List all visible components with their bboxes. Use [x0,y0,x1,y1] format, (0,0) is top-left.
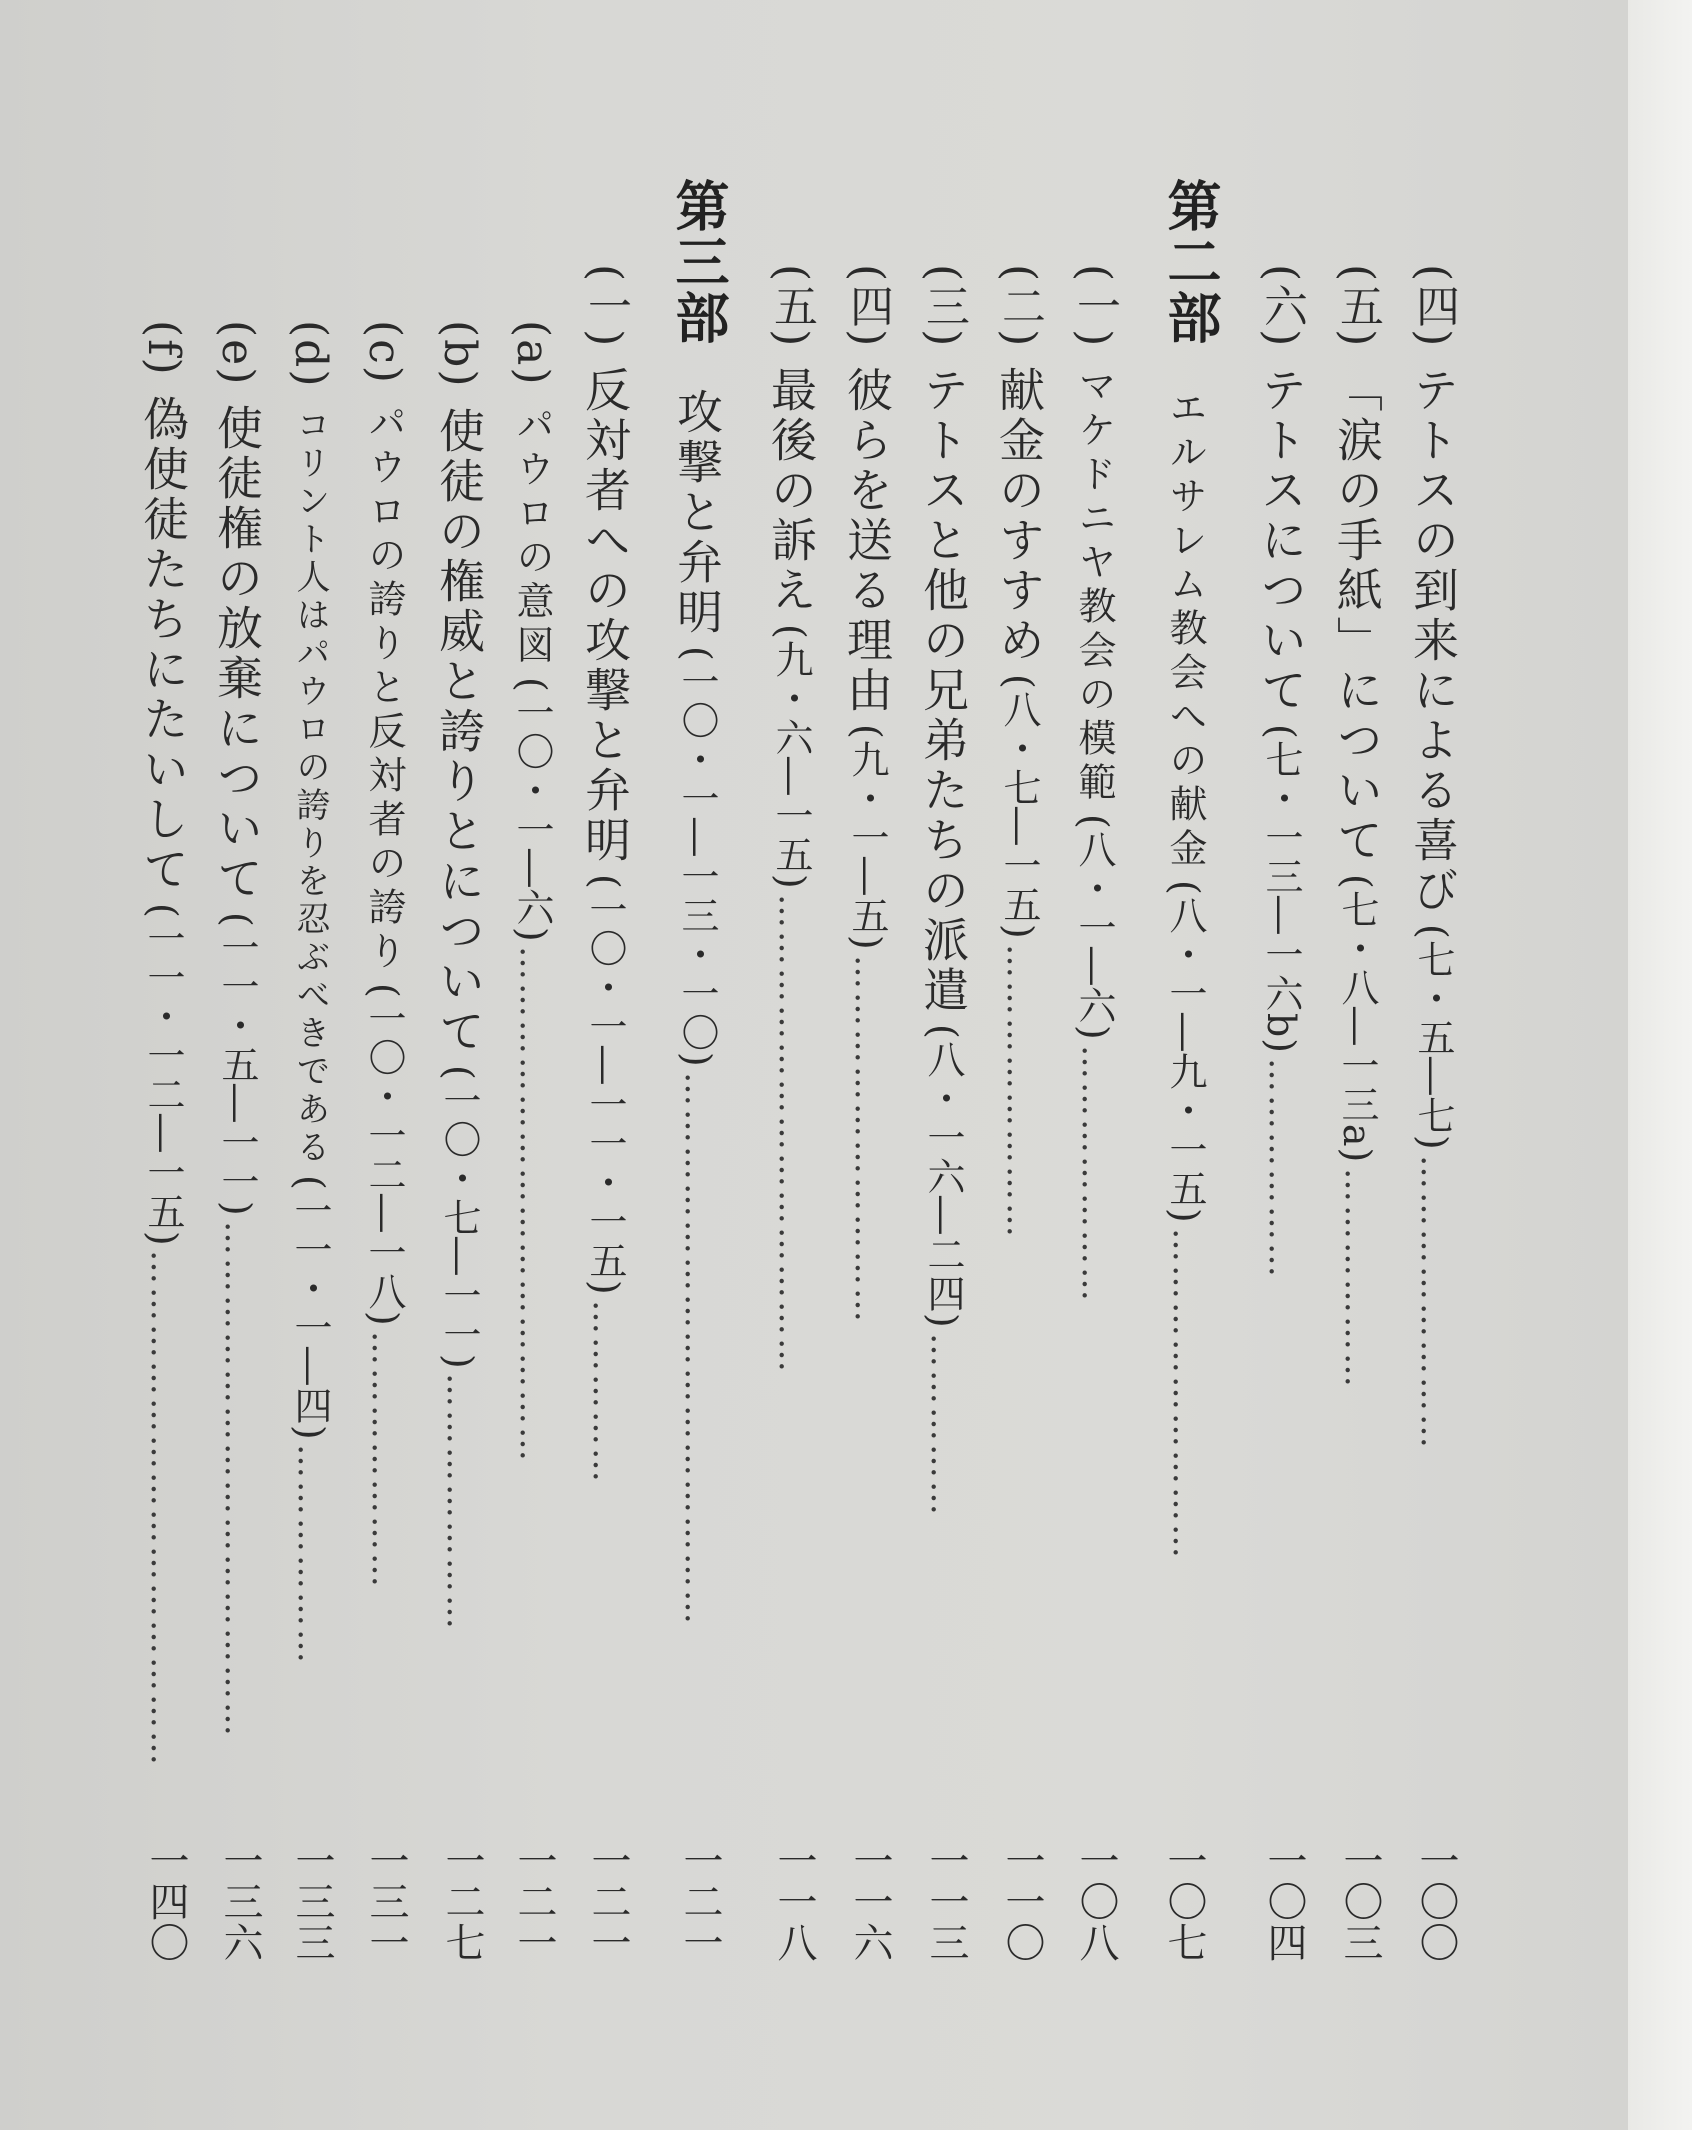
entry-ref: (一〇・一―一一・一五) [583,874,627,1296]
entry-title: 「涙の手紙」について [1330,366,1384,867]
entry-page: 一一六 [847,1840,893,1963]
entry-number: (五) [766,264,817,349]
entry-ref: (一〇・一―六) [510,676,554,943]
leader-dots: ……………… [290,1444,330,1667]
entry-title: テトスの到来による喜び [1406,366,1460,917]
entry-page: 一〇三 [1337,1840,1383,1963]
leader-dots: ………………… [439,1373,479,1633]
entry-title: コリント人はパウロの誇りを忍ぶべきである [290,406,330,1167]
leader-dots: …………………… [1413,1155,1453,1451]
entry-ref: (八・一―六) [1072,814,1116,1041]
page-edge [1628,0,1692,2130]
entry-ref: (一〇・一二―一八) [362,982,406,1327]
part-three-label: 第三部 [667,178,731,346]
entry-title: パウロの意図 [510,404,554,669]
entry-ref: (七・一三―一六b) [1259,724,1303,1055]
entry-number: (c) [359,320,410,385]
part-two-label: 第二部 [1159,178,1223,346]
part-three-entry[interactable] [670,370,724,1963]
entry-number: (一) [580,264,631,349]
entry-page: 一一三 [923,1840,969,1963]
entry-ref: (一一・五―一一) [215,912,259,1218]
toc-subentry[interactable] [285,320,336,1963]
entry-number: (f) [138,320,189,377]
toc-subentry[interactable] [359,320,410,1963]
toc-entry[interactable] [916,264,970,1963]
entry-number: (四) [1408,264,1459,349]
entry-page: 一〇四 [1261,1840,1307,1963]
entry-title: 攻撃と弁明 [670,388,724,638]
toc-subentry[interactable] [210,320,264,1963]
entry-ref: (八・一六―二四) [921,1024,965,1329]
entry-page: 一〇〇 [1413,1840,1459,1963]
toc-entry[interactable] [578,264,632,1963]
part-two-entry[interactable] [1161,370,1207,1963]
entry-ref: (八・一―九・一五) [1163,880,1207,1224]
entry-title: テトスについて [1254,366,1308,717]
entry-page: 一二一 [585,1840,631,1963]
entry-page: 一四〇 [143,1840,189,1963]
entry-number: (b) [434,320,485,389]
toc-entry[interactable] [840,264,894,1963]
leader-dots: …………… [585,1300,625,1485]
leader-dots: ……………………… [1165,1227,1205,1561]
leader-dots: ………………………… [847,955,887,1325]
entry-title: 使徒権の放棄について [210,404,264,905]
entry-ref: (九・一―五) [845,724,889,951]
entry-title: 献金のすすめ [992,366,1046,667]
entry-number: (二) [994,264,1045,349]
toc-entry[interactable] [1254,264,1308,1963]
toc-subentry[interactable] [136,320,190,1963]
entry-title: 偽使徒たちにたいして [136,394,190,895]
entry-number: (六) [1256,264,1307,349]
entry-ref: (七・五―七) [1411,924,1455,1151]
entry-page: 一三三 [289,1840,335,1963]
toc-entry[interactable] [1330,264,1384,1963]
toc-entry[interactable] [1406,264,1460,2130]
entry-page: 一一〇 [999,1840,1045,1963]
leader-dots: …………………………………… [143,1250,183,1769]
leader-dots: …………………… [999,944,1039,1240]
entry-page: 一〇八 [1073,1840,1119,1963]
entry-ref: (一〇・七―一一) [437,1064,481,1370]
entry-ref: (七・八―一三a) [1335,874,1379,1164]
entry-ref: (一〇・一―一三・一〇) [675,646,719,1068]
entry-page: 一二一 [677,1840,723,1963]
entry-ref: (八・七―一五) [997,674,1041,940]
toc-entry[interactable] [1069,264,1120,1963]
entry-title: 最後の訴え [764,366,818,617]
entry-title: パウロの誇りと反対者の誇り [362,402,406,975]
toc-entry[interactable] [764,264,818,1963]
entry-page: 一〇七 [1161,1840,1207,1963]
entry-number: (a) [507,320,558,387]
entry-number: (三) [918,264,969,349]
entry-ref: (一一・一―四) [288,1174,332,1441]
leader-dots: ……………………………………… [677,1071,717,1627]
entry-ref: (九・六―一五) [769,624,813,890]
entry-page: 一三一 [363,1840,409,1963]
leader-dots: ………………… [1074,1045,1114,1304]
leader-dots: …………… [923,1333,963,1518]
leader-dots: …………………………………… [512,946,552,1465]
entry-title: 使徒の権威と誇りとについて [432,406,486,1057]
entry-title: テトスと他の兄弟たちの派遣 [916,366,970,1017]
toc-entry[interactable] [992,264,1046,1963]
entry-number: (五) [1332,264,1383,349]
entry-title: マケドニヤ教会の模範 [1072,366,1116,807]
entry-title: 反対者への攻撃と弁明 [578,366,632,867]
entry-number: (d) [285,320,336,389]
entry-page: 一二七 [439,1840,485,1963]
entry-page: 一一八 [771,1840,817,1963]
leader-dots: …………………………………… [217,1221,257,1740]
leader-dots: ……………… [1261,1058,1301,1281]
entry-ref: (一一・一二―一五) [141,902,185,1247]
entry-page: 一二一 [511,1840,557,1963]
entry-number: (四) [842,264,893,349]
leader-dots: ………………………………… [771,894,811,1375]
entry-page: 一三六 [217,1840,263,1963]
entry-title: エルサレム教会への献金 [1163,388,1207,872]
entry-number: (一) [1069,264,1120,349]
entry-title: 彼らを送る理由 [840,366,894,717]
leader-dots: ………………… [364,1330,404,1590]
leader-dots: ……………… [1337,1167,1377,1390]
toc-subentry[interactable] [432,320,486,1963]
entry-number: (e) [212,320,263,387]
toc-subentry[interactable] [507,320,558,1963]
